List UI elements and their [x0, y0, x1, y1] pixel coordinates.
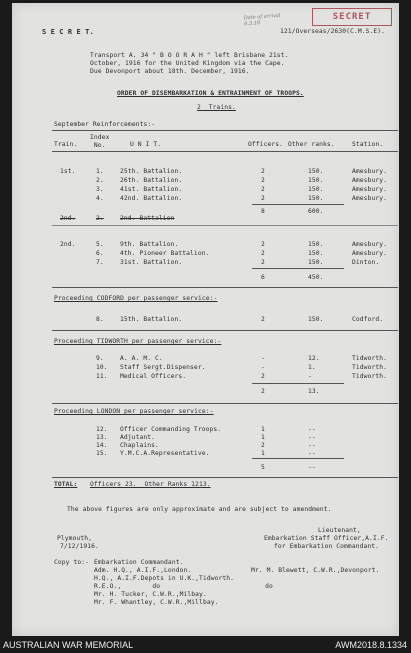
classification: S E C R E T.: [42, 28, 94, 36]
row-officers: -: [261, 355, 265, 362]
intro-line: Transport A. 34 " B O O R A H " left Brisbane 21st.: [90, 52, 289, 59]
copy-recipient: H.Q., A.I.F.Depots in U.K.,Tidworth.: [94, 575, 235, 582]
copy-to-label: Copy to:-: [54, 559, 90, 566]
handwritten-note: Date of arrival 6.3.18: [243, 12, 281, 28]
row-other-ranks: 150.: [308, 177, 324, 184]
row-other-ranks: 150.: [308, 168, 324, 175]
codford-heading: Proceeding CODFORD per passenger service:-: [54, 295, 218, 302]
copy-recipient: R.E.O., do: [94, 583, 161, 590]
row-index: 11.: [96, 373, 108, 380]
row-officers: 2: [261, 259, 265, 266]
row-index: 7.: [96, 259, 104, 266]
copy-recipient: do: [234, 583, 273, 590]
divider: [52, 225, 398, 226]
section-label: September Reinforcements:-: [54, 121, 156, 128]
row-unit: 15th. Battalion.: [120, 316, 183, 323]
row-station: Tidworth.: [352, 373, 388, 380]
footer-institution: AUSTRALIAN WAR MEMORIAL: [3, 640, 134, 650]
copy-recipient: Mr. F. Whantley, C.W.R.,Millbay.: [94, 599, 219, 606]
reference-number: 121/Overseas/2630(C.M.S.E).: [280, 28, 386, 35]
total-text: Officers 23. Other Ranks 1213.: [90, 481, 211, 488]
row-index: 13.: [96, 434, 108, 441]
train-label: 1st.: [60, 168, 76, 175]
signature-line: Lieutenant,: [318, 527, 361, 534]
subtotal-other-ranks: 450.: [308, 274, 324, 281]
row-unit: 26th. Battalion.: [120, 177, 183, 184]
subtotal-officers: 6: [261, 274, 265, 281]
row-unit: Staff Sergt.Dispenser.: [120, 364, 206, 371]
row-index: 10.: [96, 364, 108, 371]
copy-recipient: Adm. H.Q., A.I.F.,London.: [94, 567, 192, 574]
row-other-ranks: 150.: [308, 241, 324, 248]
row-other-ranks: --: [308, 450, 316, 457]
row-unit: Y.M.C.A.Representative.: [120, 450, 210, 457]
row-station: Tidworth.: [352, 355, 388, 362]
row-officers: 2: [261, 195, 265, 202]
secret-stamp: SECRET: [312, 8, 392, 26]
row-station: Amesbury.: [352, 186, 388, 193]
footer-accession: AWM2018.8.1334: [335, 640, 407, 650]
page-subtitle: 2 Trains.: [197, 104, 236, 111]
subtotal-officers: 5: [261, 464, 265, 471]
row-other-ranks: --: [308, 442, 316, 449]
row-officers: 2: [261, 250, 265, 257]
signature-line: Embarkation Staff Officer,A.I.F.: [264, 535, 389, 542]
row-unit: Medical Officers.: [120, 373, 187, 380]
row-officers: 1: [261, 426, 265, 433]
subtotal-other-ranks: 13.: [308, 388, 320, 395]
row-officers: 2: [261, 177, 265, 184]
subtotal-other-ranks: 600.: [308, 208, 324, 215]
row-unit: 4th. Pioneer Battalion.: [120, 250, 210, 257]
row-other-ranks: 150.: [308, 186, 324, 193]
copy-recipient: Mr. M. Blewett, C.W.R.,Devonport.: [251, 567, 380, 574]
london-heading: Proceeding LONDON per passenger service:-: [54, 408, 214, 415]
row-index: 6.: [96, 250, 104, 257]
row-station: Amesbury.: [352, 177, 388, 184]
row-unit: 31st. Battalion.: [120, 259, 183, 266]
row-other-ranks: --: [308, 426, 316, 433]
struck-index: 2.: [96, 215, 104, 222]
amendment-note: The above figures are only approximate and are subject to amendment.: [67, 506, 332, 513]
row-officers: 1: [261, 434, 265, 441]
row-officers: 1: [261, 450, 265, 457]
row-index: 15.: [96, 450, 108, 457]
subtotal-rule: [252, 204, 344, 205]
copy-recipient: Mr. H. Tucker, C.W.R.,Milbay.: [94, 591, 207, 598]
tidworth-heading: Proceeding TIDWORTH per passenger service:-: [54, 338, 222, 345]
col-index: Index No.: [90, 134, 110, 149]
row-officers: 2: [261, 442, 265, 449]
row-unit: 42nd. Battalion.: [120, 195, 183, 202]
col-other-ranks: Other ranks.: [288, 141, 335, 148]
subtotal-rule: [252, 268, 344, 269]
row-unit: Adjutant.: [120, 434, 156, 441]
document-page: [12, 3, 399, 636]
row-index: 4.: [96, 195, 104, 202]
divider: [52, 477, 398, 478]
page-title: ORDER OF DISEMBARKATION & ENTRAINMENT OF TROOPS.: [117, 90, 304, 97]
row-officers: 2: [261, 316, 265, 323]
row-station: Dinton.: [352, 259, 380, 266]
date: 7/12/1916.: [60, 543, 99, 550]
row-station: Amesbury.: [352, 241, 388, 248]
row-officers: 2: [261, 241, 265, 248]
divider: [52, 403, 398, 404]
divider: [52, 287, 398, 288]
copy-recipient: Embarkation Commandant.: [94, 559, 184, 566]
divider: [52, 330, 398, 331]
subtotal-other-ranks: --: [308, 464, 316, 471]
row-station: Amesbury.: [352, 195, 388, 202]
intro-line: Due Devonport about 18th. December, 1916.: [90, 68, 250, 75]
row-other-ranks: 150.: [308, 250, 324, 257]
row-other-ranks: -: [308, 373, 312, 380]
row-station: Tidworth.: [352, 364, 388, 371]
row-index: 1.: [96, 168, 104, 175]
row-index: 9.: [96, 355, 104, 362]
place: Plymouth,: [57, 535, 93, 542]
row-other-ranks: 150.: [308, 259, 324, 266]
struck-unit: 2nd. Battalion: [120, 215, 175, 222]
subtotal-officers: 8: [261, 208, 265, 215]
total-label: TOTAL:: [54, 481, 78, 488]
subtotal-rule: [252, 458, 344, 459]
row-unit: Chaplains.: [120, 442, 159, 449]
row-unit: 41st. Battalion.: [120, 186, 183, 193]
col-train: Train.: [54, 141, 78, 148]
row-station: Codford.: [352, 316, 384, 323]
row-other-ranks: 150.: [308, 316, 324, 323]
divider: [52, 130, 398, 131]
row-station: Amesbury.: [352, 168, 388, 175]
row-index: 12.: [96, 426, 108, 433]
row-index: 5.: [96, 241, 104, 248]
row-officers: -: [261, 364, 265, 371]
row-index: 14.: [96, 442, 108, 449]
row-index: 3.: [96, 186, 104, 193]
row-unit: Officer Commanding Troops.: [120, 426, 222, 433]
divider: [52, 151, 398, 152]
subtotal-rule: [252, 383, 344, 384]
row-station: Amesbury.: [352, 250, 388, 257]
row-other-ranks: --: [308, 434, 316, 441]
row-index: 2.: [96, 177, 104, 184]
row-unit: 25th. Battalion.: [120, 168, 183, 175]
row-other-ranks: 150.: [308, 195, 324, 202]
row-other-ranks: 12.: [308, 355, 320, 362]
row-officers: 2: [261, 186, 265, 193]
subtotal-officers: 2: [261, 388, 265, 395]
row-officers: 2: [261, 373, 265, 380]
col-unit: U N I T.: [130, 141, 162, 148]
struck-train-label: 2nd.: [60, 215, 76, 222]
train-label: 2nd.: [60, 241, 76, 248]
archive-footer: [0, 637, 411, 653]
col-station: Station.: [352, 141, 384, 148]
row-unit: 9th. Battalion.: [120, 241, 179, 248]
row-unit: A. A. M. C.: [120, 355, 163, 362]
signature-line: for Embarkation Commandant.: [274, 543, 380, 550]
row-officers: 2: [261, 168, 265, 175]
col-officers: Officers.: [248, 141, 284, 148]
row-other-ranks: 1.: [308, 364, 316, 371]
intro-line: October, 1916 for the United Kingdom via the Cape.: [90, 60, 285, 67]
row-index: 8.: [96, 316, 104, 323]
